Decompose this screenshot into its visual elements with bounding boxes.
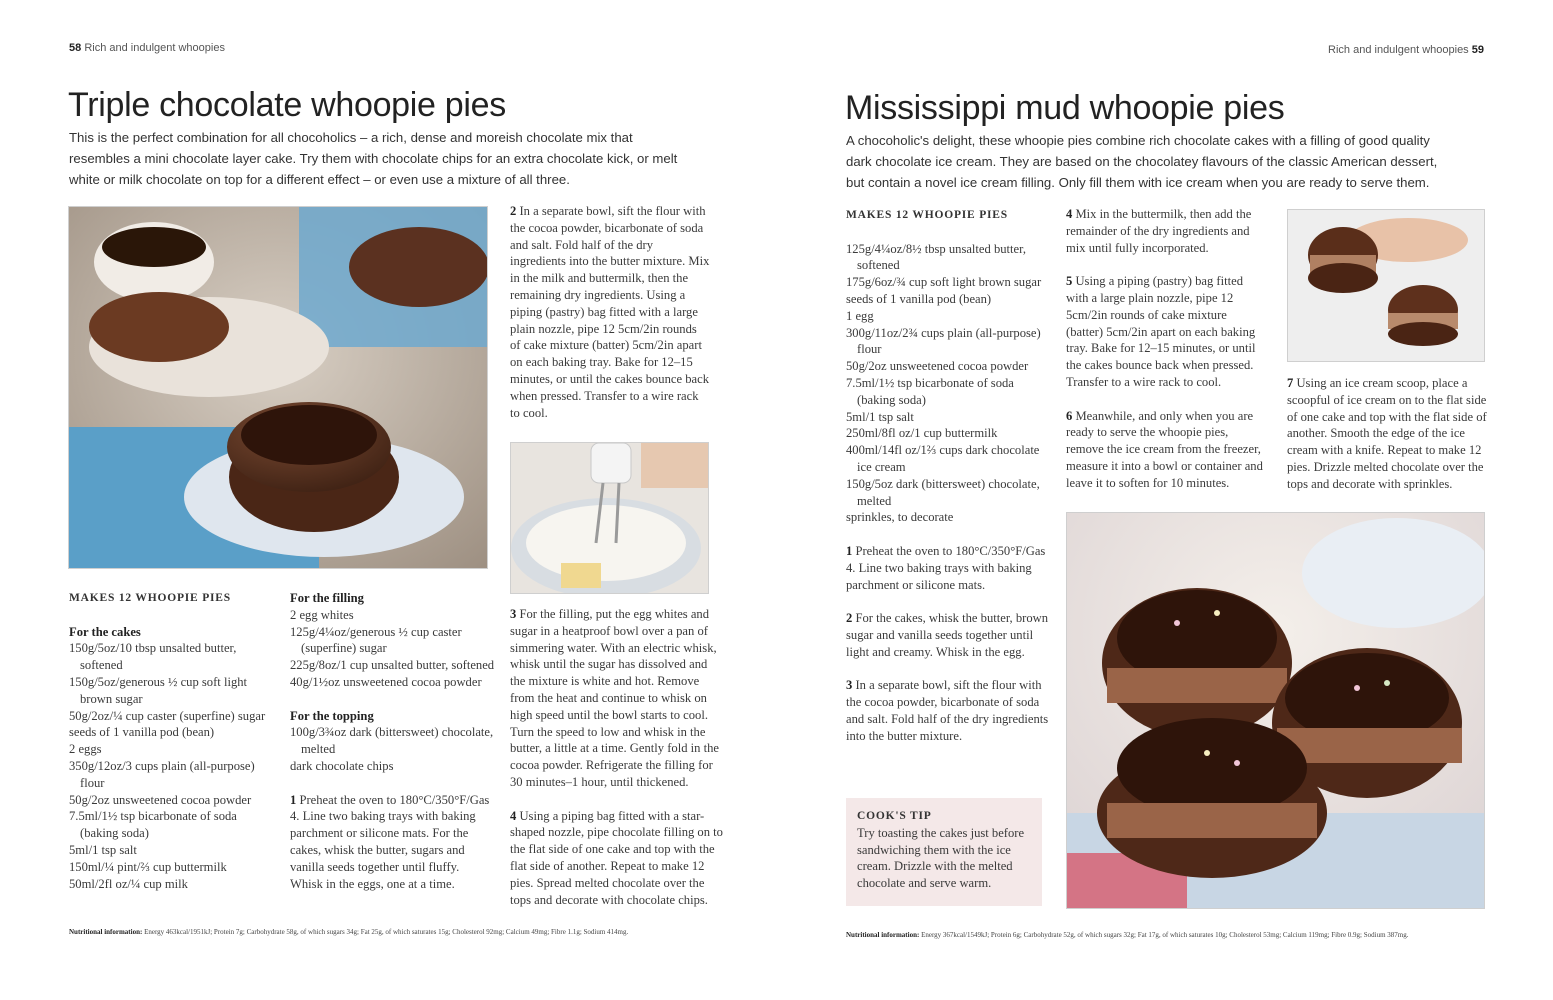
step-text: Preheat the oven to 180°C/350°F/Gas 4. Line two baking trays with baking parchment or silicone mats. For the cakes, whisk the butter, sugars and vanilla seeds together until fluffy. Whisk in the eggs, one at a time. <box>290 792 490 891</box>
right-folio <box>1328 44 1484 56</box>
step-text: In a separate bowl, sift the flour with the cocoa powder, bicarbonate of soda and salt. Fold half of the dry ingredients into the butter mixture. <box>846 678 1049 743</box>
step-text: Preheat the oven to 180°C/350°F/Gas 4. Line two baking trays with baking parchment or silicone mats. <box>846 543 1046 592</box>
left-makes: MAKES 12 WHOOPIE PIES <box>69 592 231 604</box>
step-number: 1 <box>290 792 297 807</box>
step-number: 7 <box>1287 376 1294 390</box>
right-recipe-title: Mississippi mud whoopie pies <box>845 89 1285 127</box>
ice-cream-sandwich-photo <box>1287 209 1485 362</box>
ingredient: 2 egg whites <box>290 607 354 622</box>
step-number: 2 <box>510 204 517 218</box>
ingredient: seeds of 1 vanilla pod (bean) <box>846 291 992 306</box>
ingredient: dark chocolate chips <box>290 758 394 773</box>
left-section-title: Rich and indulgent whoopies <box>84 42 225 54</box>
right-intro: A chocoholic's delight, these whoopie pies combine rich chocolate cakes with a filling of good quality dark chocolate ice cream. They are based on the chocolatey flavours of the classic American dessert, but contain a novel ice cream filling. Only fill them with ice cream when you are ready to serve them. <box>846 133 1438 190</box>
ingredient: seeds of 1 vanilla pod (bean) <box>69 725 215 740</box>
ingredient: 2 eggs <box>69 742 102 757</box>
step-text: Using a piping (pastry) bag fitted with a large plain nozzle, pipe 12 5cm/2in rounds of cake mixture (batter) 5cm/2in apart on each baking tray. Bake for 12–15 minutes, or until the cakes bounce back when pressed. Transfer to a wire rack to cool. <box>1066 274 1256 389</box>
ingredient: 250ml/8fl oz/1 cup buttermilk <box>846 426 998 441</box>
right-steps-4-6 <box>1066 206 1266 508</box>
cooks-tip-text: Try toasting the cakes just before sandwiching them with the ice cream. Drizzle with the melted chocolate and serve warm. <box>857 825 1025 891</box>
step-number: 4 <box>1066 207 1073 221</box>
ingredient: 7.5ml/1½ tsp bicarbonate of soda (baking soda) <box>69 809 237 841</box>
left-intro: This is the perfect combination for all chocoholics – a rich, dense and moreish chocolate mix that resembles a mini chocolate layer cake. Try them with chocolate chips for an extra chocolate kick, or melt white or milk chocolate on top for a different effect – or even use a mixture of all three. <box>69 130 678 187</box>
left-steps-3-4 <box>510 606 725 925</box>
ingredient: 40g/1½oz unsweetened cocoa powder <box>290 674 482 689</box>
mississippi-mud-illustration <box>1067 513 1484 908</box>
ingredient: 5ml/1 tsp salt <box>846 409 914 424</box>
ingredient: 300g/11oz/2¾ cups plain (all-purpose) flour <box>846 325 1041 357</box>
step-text: Using a piping bag fitted with a star-shaped nozzle, pipe chocolate filling on to the flat side of one cake and top with the flat side of another. Repeat to make 12 pies. Spread melted chocolate over the tops and decorate with chocolate chips. <box>510 808 723 907</box>
nutrition-values: Energy 367kcal/1549kJ; Protein 6g; Carbohydrate 52g, of which sugars 32g; Fat 17g, of which saturates 10g; Cholesterol 53mg; Calcium 119mg; Fibre 0.9g; Sodium 387mg. <box>921 931 1409 939</box>
ingredient: 100g/3¾oz dark (bittersweet) chocolate, melted <box>290 725 494 757</box>
ingredient: 225g/8oz/1 cup unsalted butter, softened <box>290 658 495 673</box>
ingredient: sprinkles, to decorate <box>846 510 954 525</box>
left-ingredients-cakes <box>69 590 274 892</box>
nutrition-label: Nutritional information: <box>69 928 143 936</box>
right-step-3 <box>846 677 1051 744</box>
triple-chocolate-illustration <box>69 207 487 568</box>
step-number: 3 <box>510 607 517 621</box>
left-folio <box>69 42 225 54</box>
step-number: 1 <box>846 543 853 558</box>
ingredient: 400ml/14fl oz/1⅔ cups dark chocolate ice cream <box>846 443 1040 474</box>
nutrition-values: Energy 463kcal/1951kJ; Protein 7g; Carbohydrate 58g, of which sugars 34g; Fat 25g, of which saturates 15g; Cholesterol 92mg; Calcium 49mg; Fibre 1.1g; Sodium 414mg. <box>144 928 629 936</box>
ingredient: 50g/2oz unsweetened cocoa powder <box>846 359 1029 374</box>
left-topping-heading: For the topping <box>290 708 374 723</box>
step-text: Mix in the buttermilk, then add the remainder of the dry ingredients and mix until fully incorporated. <box>1066 207 1252 255</box>
ingredient: 1 egg <box>846 308 874 323</box>
whisking-photo <box>510 442 709 594</box>
right-page-number: 59 <box>1471 44 1484 56</box>
left-recipe-title: Triple chocolate whoopie pies <box>68 86 506 124</box>
right-nutrition <box>846 931 1408 939</box>
right-step-7 <box>1287 375 1493 509</box>
step-text: For the cakes, whisk the butter, brown sugar and vanilla seeds together until light and creamy. Whisk in the egg. <box>846 611 1049 659</box>
nutrition-label: Nutritional information: <box>846 931 920 939</box>
step-text: Meanwhile, and only when you are ready to serve the whoopie pies, remove the ice cream from the freezer, measure it into a bowl or container and leave it to soften for 10 minutes. <box>1066 408 1263 490</box>
right-ingredients <box>846 207 1051 761</box>
left-ingredients-filling <box>290 590 495 892</box>
ingredient: 125g/4¼oz/8½ tbsp unsalted butter, softened <box>846 241 1026 273</box>
right-step-2 <box>846 610 1051 660</box>
left-page-number: 58 <box>69 42 82 54</box>
step-number: 4 <box>510 808 517 823</box>
hands-illustration <box>1288 210 1484 361</box>
step-number: 3 <box>846 678 853 693</box>
step-number: 6 <box>1066 408 1073 423</box>
right-step-1 <box>846 543 1051 593</box>
left-nutrition <box>69 928 628 936</box>
left-filling-heading: For the filling <box>290 591 364 605</box>
ingredient: 150ml/¼ pint/⅔ cup buttermilk <box>69 859 227 874</box>
ingredient: 50ml/2fl oz/¼ cup milk <box>69 876 188 891</box>
ingredient: 150g/5oz/10 tbsp unsalted butter, softened <box>69 641 237 673</box>
ingredient: 150g/5oz/generous ½ cup soft light brown sugar <box>69 674 248 706</box>
step-text: In a separate bowl, sift the flour with the cocoa powder, bicarbonate of soda and salt. Fold half of the dry ingredients into the butter mixture. Mix in the milk and buttermilk, then the remaining dry ingredients. Using a piping (pastry) bag fitted with a large plain nozzle, pipe 12 5cm/2in rounds of cake mixture (batter) 5cm/2in apart on each baking tray. Bake for 12–15 minutes, or until the cakes bounce back when pressed. Transfer to a wire rack to cool. <box>510 204 710 420</box>
step-number: 5 <box>1066 274 1073 289</box>
left-step-2 <box>510 203 710 438</box>
ingredient: 350g/12oz/3 cups plain (all-purpose) flour <box>69 758 255 790</box>
cooks-tip-box <box>846 798 1042 906</box>
ingredient: 125g/4¼oz/generous ½ cup caster (superfine) sugar <box>290 624 462 656</box>
cooks-tip-heading: COOK'S TIP <box>857 810 932 822</box>
step-text: Using an ice cream scoop, place a scoopful of ice cream on to the flat side of one cake and top with the flat side of another. Smooth the edge of the ice cream with a knife. Repeat to make 12 pies. Drizzle melted chocolate over the tops and decorate with sprinkles. <box>1287 376 1487 491</box>
mississippi-mud-photo <box>1066 512 1485 909</box>
ingredient: 5ml/1 tsp salt <box>69 842 137 857</box>
right-section-title: Rich and indulgent whoopies <box>1328 44 1469 56</box>
ingredient: 50g/2oz/¼ cup caster (superfine) sugar <box>69 708 266 723</box>
left-cakes-heading: For the cakes <box>69 624 141 639</box>
left-step-1 <box>290 792 495 893</box>
step-number: 2 <box>846 611 853 626</box>
ingredient: 7.5ml/1½ tsp bicarbonate of soda (baking soda) <box>846 375 1014 407</box>
step-text: For the filling, put the egg whites and sugar in a heatproof bowl over a pan of simmering water. With an electric whisk, whisk until the sugar has dissolved and the mixture is white and hot. Remove from the heat and continue to whisk on high speed until the bowl starts to cool. Turn the speed to low and whisk in the butter, a little at a time. Gently fold in the cocoa powder. Refrigerate the filling for 30 minutes–1 hour, until thickened. <box>510 607 719 789</box>
whisking-illustration <box>511 443 708 593</box>
ingredient: 175g/6oz/¾ cup soft light brown sugar <box>846 275 1042 290</box>
ingredient: 150g/5oz dark (bittersweet) chocolate, melted <box>846 476 1040 508</box>
triple-chocolate-photo <box>68 206 488 569</box>
right-makes: MAKES 12 WHOOPIE PIES <box>846 209 1008 221</box>
ingredient: 50g/2oz unsweetened cocoa powder <box>69 792 252 807</box>
